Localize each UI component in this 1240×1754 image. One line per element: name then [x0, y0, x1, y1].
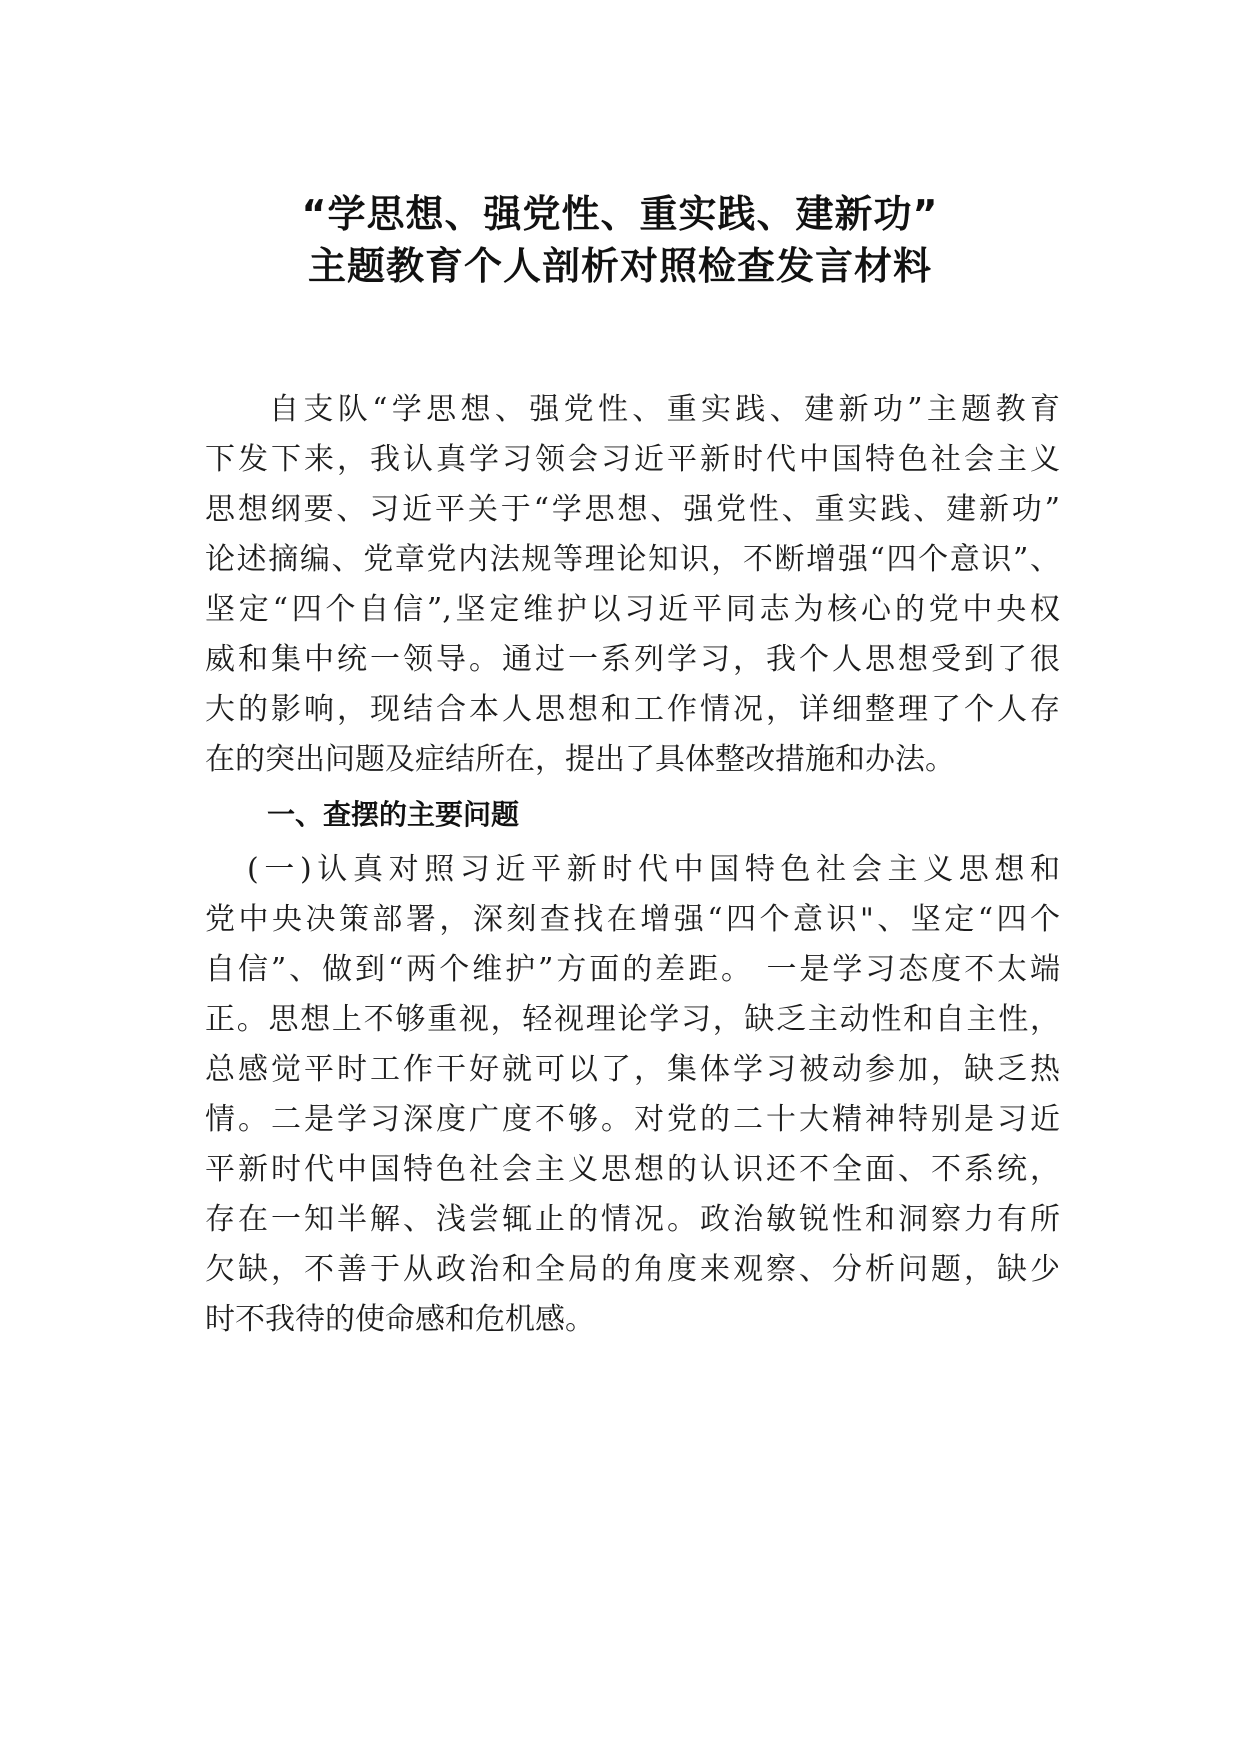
intro-line: 大的影响，现结合本人思想和工作情况，详细整理了个人存: [205, 692, 1060, 727]
section-line: 自信”、做到“两个维护”方面的差距。 一是学习态度不太端: [205, 952, 1060, 987]
section-line: 党中央决策部署，深刻查找在增强“四个意识"、坚定“四个: [205, 902, 1060, 937]
document-title: [150, 188, 1090, 292]
section-line: 情。二是学习深度广度不够。对党的二十大精神特别是习近: [205, 1102, 1060, 1137]
intro-line: 威和集中统一领导。通过一系列学习，我个人思想受到了很: [205, 642, 1060, 677]
intro-line: 下发下来，我认真学习领会习近平新时代中国特色社会主义: [205, 442, 1060, 477]
intro-line: 坚定“四个自信”,坚定维护以习近平同志为核心的党中央权: [205, 592, 1060, 627]
section-heading: 一、查摆的主要问题: [267, 798, 520, 831]
section-line: 存在一知半解、浅尝辄止的情况。政治敏锐性和洞察力有所: [205, 1202, 1060, 1237]
section-line: 平新时代中国特色社会主义思想的认识还不全面、不系统，: [205, 1152, 1060, 1187]
section-line: 欠缺，不善于从政治和全局的角度来观察、分析问题，缺少: [205, 1252, 1060, 1287]
title-line-1: “学思想、强党性、重实践、建新功”: [301, 192, 939, 236]
section-line: 时不我待的使命感和危机感。: [205, 1302, 595, 1337]
intro-line: 思想纲要、习近平关于“学思想、强党性、重实践、建新功”: [205, 492, 1060, 527]
section-line: (一)认真对照习近平新时代中国特色社会主义思想和: [247, 852, 1060, 887]
title-line-2: 主题教育个人剖析对照检查发言材料: [307, 244, 932, 288]
intro-line: 自支队“学思想、强党性、重实践、建新功”主题教育: [269, 392, 1060, 427]
intro-line: 在的突出问题及症结所在，提出了具体整改措施和办法。: [205, 742, 955, 777]
document-body: [205, 385, 1060, 1345]
section-line: 正。思想上不够重视，轻视理论学习，缺乏主动性和自主性，: [205, 1002, 1060, 1037]
intro-line: 论述摘编、党章党内法规等理论知识，不断增强“四个意识”、: [205, 542, 1060, 577]
section-line: 总感觉平时工作干好就可以了，集体学习被动参加，缺乏热: [205, 1052, 1060, 1087]
